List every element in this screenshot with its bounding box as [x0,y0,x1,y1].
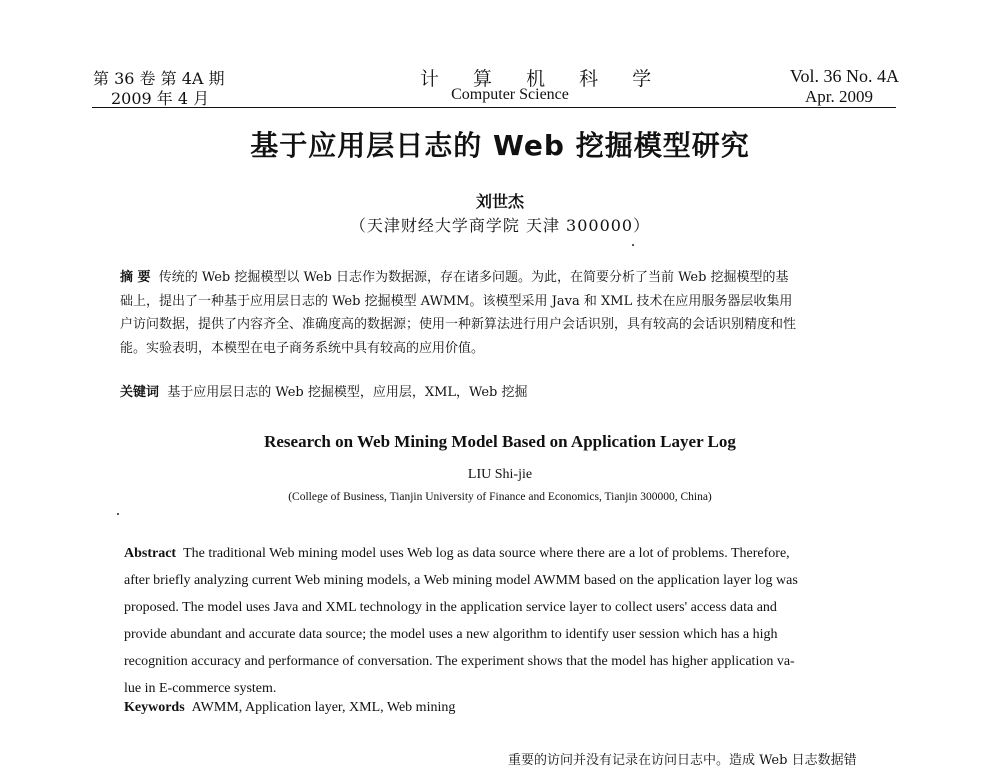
author-affiliation: （天津财经大学商学院 天津 300000） [349,216,651,235]
author-name: 刘世杰 [475,192,524,211]
en-keywords-text: AWMM, Application layer, XML, Web mining [191,700,456,715]
cn-keywords-label: 关键词 [120,385,160,400]
en-keywords-label: Keywords [124,700,185,715]
cn-keywords-text: 基于应用层日志的 Web 挖掘模型，应用层，XML，Web 挖掘 [167,385,528,400]
speck-mark [632,244,634,246]
en-abstract-line: after briefly analyzing current Web mining models, a Web mining model AWMM based on the application layer log was [124,573,798,588]
cn-abstract-line: 础上，提出了一种基于应用层日志的 Web 挖掘模型 AWMM。该模型采用 Java 和 XML 技术在应用服务器层收集用 [120,293,793,309]
cn-abstract-line: 户访问数据，提供了内容齐全、准确度高的数据源；使用一种新算法进行用户会话识别，具有较高的会话识别精度和性 [120,317,797,333]
journal-name-cn: 计 算 机 科 学 [420,68,666,90]
english-title: Research on Web Mining Model Based on Application Layer Log [264,432,736,451]
cn-abstract-line [120,266,880,290]
cn-abstract-label: 摘 要 [120,270,151,285]
english-abstract [124,540,880,702]
paper-title: 基于应用层日志的 Web 挖掘模型研究 [250,129,750,162]
english-author: LIU Shi-jie [467,467,533,482]
volume-issue-en: Vol. 36 No. 4A [789,66,899,86]
cn-abstract [120,266,880,360]
en-abstract-text: The traditional Web mining model uses Web log as data source where there are a lot of problems. Therefore, [183,546,790,561]
volume-issue: 第 36 卷 第 4A 期 [93,69,225,88]
en-abstract-label: Abstract [124,546,177,561]
journal-name-en: Computer Science [451,86,569,103]
publication-date-cn: 2009 年 4 月 [111,89,210,108]
speck-mark [117,513,119,515]
publication-date-en: Apr. 2009 [805,87,873,106]
en-abstract-line [124,540,880,567]
header-rule [92,107,896,108]
en-abstract-line: recognition accuracy and performance of conversation. The experiment shows that the model has higher application va- [124,654,795,669]
english-affiliation: (College of Business, Tianjin University of Finance and Economics, Tianjin 300000, China) [288,491,712,503]
en-abstract-line: provide abundant and accurate data source; the model uses a new algorithm to identify user session which has a high [124,627,778,642]
cn-abstract-text: 传统的 Web 挖掘模型以 Web 日志作为数据源，存在诸多问题。为此，在简要分析了当前 Web 挖掘模型的基 [158,270,789,285]
body-text-cutoff: 重要的访问并没有记录在访问日志中。造成 Web 日志数据错 [508,753,857,768]
cn-abstract-line: 能。实验表明，本模型在电子商务系统中具有较高的应用价值。 [120,340,485,356]
cn-keywords [120,381,528,400]
en-abstract-line: proposed. The model uses Java and XML technology in the application service layer to collect users' access data and [124,600,777,615]
english-keywords [124,700,455,716]
en-abstract-line: lue in E-commerce system. [124,681,277,696]
